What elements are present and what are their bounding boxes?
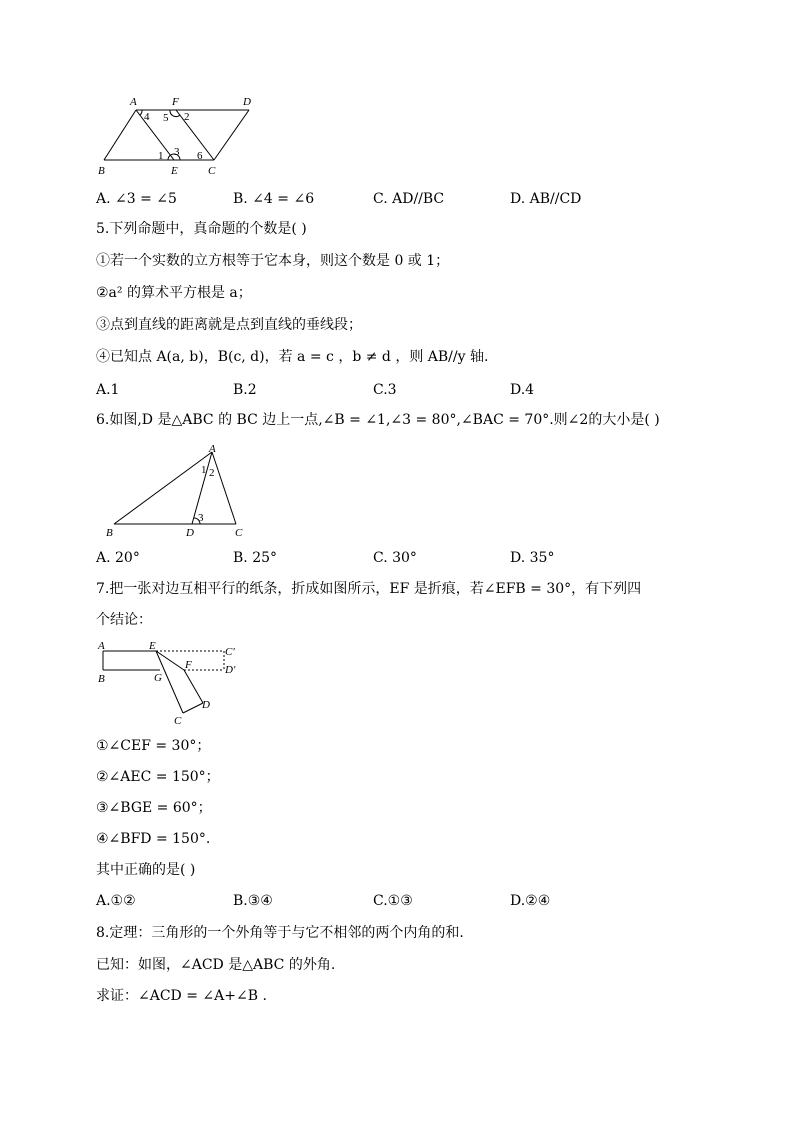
q4-num-1: 1 <box>158 150 164 162</box>
q4-figure <box>96 94 266 180</box>
q7-label-c: C <box>174 715 182 727</box>
q6-title: 6.如图,D 是△ABC 的 BC 边上一点,∠B = ∠1,∠3 = 80°,∠BAC = 70°.则∠2的大小是( ) <box>96 412 660 428</box>
line-fc <box>176 110 214 160</box>
q7-item-4: ④∠BFD = 150°. <box>96 831 211 847</box>
q6-label-a: A <box>209 443 216 455</box>
q7-label-c-prime: C′ <box>225 646 235 658</box>
q6-label-c: C <box>235 527 243 539</box>
q7-item-3: ③∠BGE = 60°； <box>96 800 212 816</box>
q4-num-3: 3 <box>174 146 180 158</box>
q4-label-e: E <box>171 165 178 177</box>
q4-option-b[interactable]: B. ∠4 = ∠6 <box>233 191 315 207</box>
q8-prove: 求证：∠ACD = ∠A+∠B . <box>96 988 267 1004</box>
q7-label-f: F <box>185 659 192 671</box>
line-dc <box>214 110 249 160</box>
line-cd <box>183 703 203 713</box>
q7-option-d[interactable]: D.②④ <box>510 893 551 909</box>
q5-item-3: ③点到直线的距离就是点到直线的垂线段； <box>96 317 362 333</box>
q7-item-2: ②∠AEC = 150°； <box>96 769 220 785</box>
q4-label-f: F <box>172 96 179 108</box>
q6-option-a[interactable]: A. 20° <box>96 550 140 566</box>
q7-label-a: A <box>98 640 105 652</box>
q4-label-b: B <box>98 165 105 177</box>
q6-option-d[interactable]: D. 35° <box>510 550 555 566</box>
q8-given: 已知：如图，∠ACD 是△ABC 的外角. <box>96 957 336 973</box>
q7-item-1: ①∠CEF = 30°； <box>96 738 211 754</box>
q7-label-d: D <box>202 699 210 711</box>
q4-num-4: 4 <box>144 111 150 123</box>
q5-option-b[interactable]: B.2 <box>233 382 257 398</box>
q7-title-line-2: 个结论： <box>96 612 152 628</box>
q6-label-b: B <box>106 527 113 539</box>
q4-option-a[interactable]: A. ∠3 = ∠5 <box>96 191 177 207</box>
q5-option-a[interactable]: A.1 <box>96 382 120 398</box>
q7-figure <box>94 638 244 728</box>
line-ab <box>104 110 136 160</box>
q5-option-c[interactable]: C.3 <box>373 382 397 398</box>
q7-label-g: G <box>154 672 162 684</box>
q4-label-d: D <box>243 96 251 108</box>
q7-title-line-1: 7.把一张对边互相平行的纸条，折成如图所示，EF 是折痕，若∠EFB = 30°，有下列四 <box>96 581 642 597</box>
q5-item-4: ④已知点 A(a, b)，B(c, d)，若 a = c ，b ≠ d ，则 AB//y 轴. <box>96 349 489 365</box>
q8-title: 8.定理：三角形的一个外角等于与它不相邻的两个内角的和. <box>96 925 464 941</box>
q7-option-c[interactable]: C.①③ <box>373 893 413 909</box>
q5-title: 5.下列命题中，真命题的个数是( ) <box>96 221 307 237</box>
q6-option-b[interactable]: B. 25° <box>233 550 278 566</box>
q4-option-d[interactable]: D. AB//CD <box>510 191 582 207</box>
q6-option-c[interactable]: C. 30° <box>373 550 417 566</box>
q7-label-d-prime: D′ <box>225 664 236 676</box>
q6-num-1: 1 <box>201 464 207 476</box>
line-ac <box>212 452 236 524</box>
q7-prompt: 其中正确的是( ) <box>96 862 196 878</box>
q4-num-5: 5 <box>163 112 169 124</box>
q7-label-e: E <box>149 640 156 652</box>
q5-item-2: ②a² 的算术平方根是 a； <box>96 285 252 301</box>
q4-num-6: 6 <box>197 150 203 162</box>
q7-option-b[interactable]: B.③④ <box>233 893 273 909</box>
q5-item-1: ①若一个实数的立方根等于它本身，则这个数是 0 或 1； <box>96 253 450 269</box>
line-fd <box>184 670 203 703</box>
q4-label-a: A <box>130 96 137 108</box>
q4-option-c[interactable]: C. AD//BC <box>373 191 445 207</box>
q7-option-a[interactable]: A.①② <box>96 893 136 909</box>
q7-label-b: B <box>98 673 105 685</box>
q6-figure <box>100 442 260 540</box>
q6-num-2: 2 <box>209 467 215 479</box>
q4-label-c: C <box>208 165 216 177</box>
angle-arc-4 <box>140 110 142 115</box>
q6-num-3: 3 <box>198 512 204 524</box>
q4-num-2: 2 <box>184 111 190 123</box>
q5-option-d[interactable]: D.4 <box>510 382 535 398</box>
q6-label-d: D <box>186 527 194 539</box>
